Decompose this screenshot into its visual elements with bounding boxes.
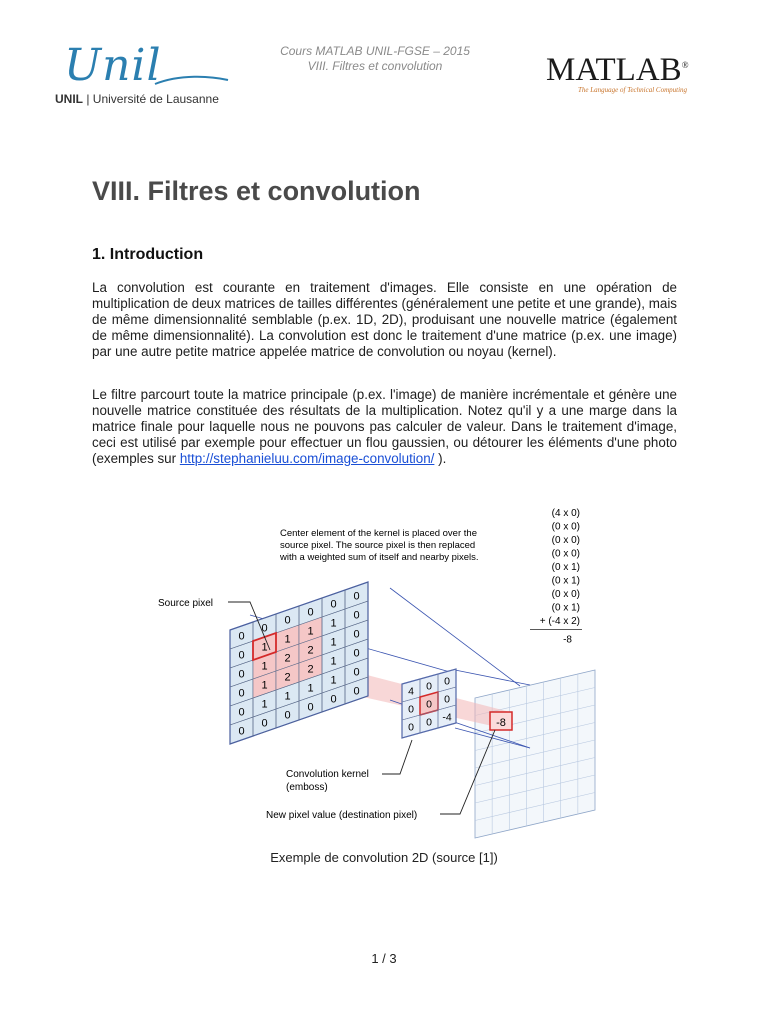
source-grid [230, 582, 368, 744]
running-header [230, 44, 520, 74]
source-cell-value: 2 [307, 663, 314, 676]
kernel-cell-value: 4 [408, 685, 414, 698]
source-cell-value: 0 [307, 701, 314, 714]
matlab-tagline: The Language of Technical Computing [578, 86, 688, 94]
calc-term: (0 x 1) [551, 562, 580, 573]
chapter-line: VIII. Filtres et convolution [307, 59, 443, 73]
calc-term: (0 x 0) [551, 548, 580, 560]
source-cell-value: 0 [284, 614, 291, 627]
unil-logo [52, 40, 242, 110]
source-cell-value: 0 [261, 622, 268, 635]
source-cell-value: 2 [284, 652, 291, 665]
unil-short-name: UNIL [55, 92, 83, 106]
convolution-diagram [150, 500, 610, 840]
convolution-figure [150, 500, 610, 840]
page-number: 1 / 3 [371, 951, 397, 966]
unil-logo-subtitle [55, 92, 219, 106]
figure-description-1: Center element of the kernel is placed over the [280, 528, 477, 539]
calc-result: -8 [563, 634, 572, 646]
figure-caption: Exemple de convolution 2D (source [1]) [270, 850, 498, 865]
kernel-cell-value: 0 [426, 680, 432, 693]
calc-term: (0 x 0) [551, 589, 580, 600]
destination-value: -8 [496, 717, 506, 729]
source-pixel-label: Source pixel [158, 598, 214, 609]
source-cell-value: 1 [307, 625, 314, 638]
source-cell-value: 0 [353, 609, 360, 622]
unil-logo-script: Unil [64, 40, 162, 91]
unil-swoosh-icon [60, 70, 240, 90]
destination-pixel [490, 712, 512, 730]
source-cell-value: 1 [261, 679, 268, 692]
calc-term: (4 x 0) [551, 508, 580, 519]
source-cell-value: 0 [353, 685, 360, 698]
source-cell-value: 0 [353, 590, 360, 603]
calc-term: (0 x 1) [551, 602, 580, 614]
source-cell-value: 0 [284, 709, 291, 722]
source-cell-value: 0 [238, 706, 245, 719]
source-cell-value: 2 [284, 671, 291, 684]
source-cell-value: 1 [261, 660, 268, 673]
kernel-cell-value: -4 [442, 711, 452, 724]
source-cell-value: 1 [307, 682, 314, 695]
intro-paragraph-2 [92, 387, 677, 467]
unil-separator: | [86, 92, 93, 106]
page-title: VIII. Filtres et convolution [92, 176, 421, 206]
unil-full-name: Université de Lausanne [92, 92, 219, 106]
kernel-cell-value: 0 [408, 703, 414, 716]
kernel-cell-value: 0 [444, 675, 450, 688]
source-cell-value: 0 [330, 693, 337, 706]
source-cell-value: 1 [330, 636, 337, 649]
kernel-cell-value: 0 [426, 716, 432, 729]
matlab-wordmark: MATLAB® [546, 52, 689, 88]
kernel-pointer [382, 740, 412, 774]
intro-paragraph-1: La convolution est courante en traitement d'images. Elle consiste en une opération de multiplication de deux matrices de tailles différentes (généralement une petite et une grande), mais de même dimensionnalité semblable (p.ex. 1D, 2D), produisant une nouvelle matrice (également de même dimensionnalité). La convolution est donc le traitement d'une matrice (p.ex. une image) par une autre petite matrice appelée matrice de convolution ou noyau (kernel). [92, 280, 677, 359]
calc-term: (0 x 0) [551, 521, 580, 533]
source-cell-value: 1 [284, 633, 291, 646]
source-cell-value: 0 [261, 717, 268, 730]
kernel-label-2: (emboss) [286, 782, 328, 793]
source-cell-value: 1 [330, 617, 337, 630]
calc-term: + (-4 x 2) [539, 616, 580, 627]
source-cell-value: 1 [284, 690, 291, 703]
kernel-cell-value: 0 [426, 698, 432, 711]
paragraph-2-end: ). [434, 451, 447, 466]
calc-term: (0 x 0) [551, 535, 580, 546]
source-cell-value: 0 [238, 649, 245, 662]
figure-description-2: source pixel. The source pixel is then replaced [280, 540, 476, 551]
course-line: Cours MATLAB UNIL-FGSE – 2015 [280, 44, 470, 58]
source-cell-value: 0 [330, 598, 337, 611]
source-cell-value: 1 [330, 674, 337, 687]
source-cell-value: 0 [238, 687, 245, 700]
calc-term: (0 x 1) [551, 575, 580, 587]
source-cell-value: 0 [238, 630, 245, 643]
matlab-logo [546, 52, 716, 94]
source-cell-value: 0 [353, 647, 360, 660]
source-cell-value: 1 [330, 655, 337, 668]
kernel-cell-value: 0 [444, 693, 450, 706]
kernel-cell-value: 0 [408, 721, 414, 734]
destination-grid [475, 670, 595, 838]
example-link[interactable]: http://stephanieluu.com/image-convolution/ [179, 451, 435, 466]
source-cell-value: 1 [261, 641, 268, 654]
source-cell-value: 0 [353, 666, 360, 679]
source-cell-value: 0 [307, 606, 314, 619]
new-pixel-label: New pixel value (destination pixel) [266, 810, 418, 821]
source-cell-value: 0 [353, 628, 360, 641]
source-cell-value: 1 [261, 698, 268, 711]
section-heading: 1. Introduction [92, 246, 204, 263]
source-cell-value: 0 [238, 668, 245, 681]
kernel-label-1: Convolution kernel [286, 769, 369, 780]
source-cell-value: 2 [307, 644, 314, 657]
calculation-column [530, 508, 582, 646]
figure-description-3: with a weighted sum of itself and nearby pixels. [280, 552, 479, 563]
paragraph-2-text: Le filtre parcourt toute la matrice principale (p.ex. l'image) de manière incrémentale et génère une nouvelle matrice constituée des résultats de la multiplication. Notez qu'il y a une marge dans la matrice finale pour laquelle nous ne pouvons pas calculer de valeur. Dans le traitement d'image, ceci est utilisé par exemple pour effectuer un flou gaussien, ou détourer les éléments d'une photo (exemples sur [92, 387, 677, 466]
source-cell-value: 0 [238, 725, 245, 738]
kernel-grid [402, 669, 456, 738]
